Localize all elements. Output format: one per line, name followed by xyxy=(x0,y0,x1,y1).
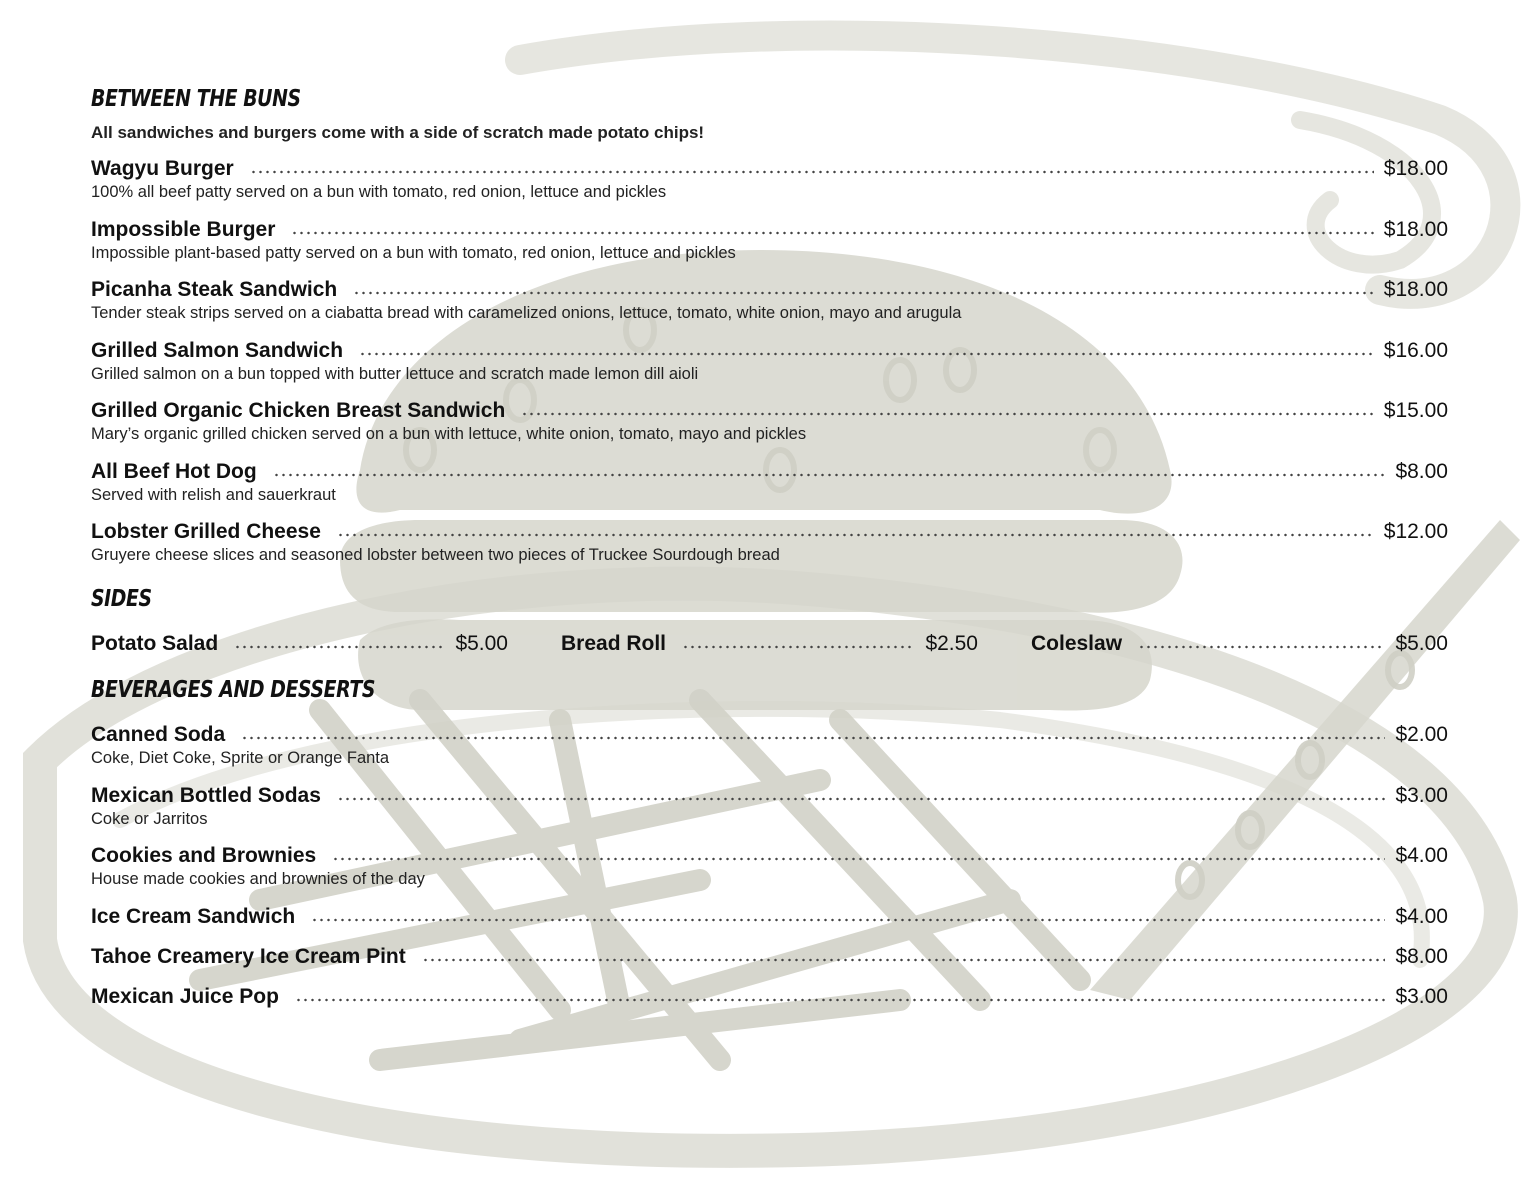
item-description: Tender steak strips served on a ciabatta bread with caramelized onions, lettuce, tomato, white onion, mayo and arugula xyxy=(91,304,962,322)
item-name: All Beef Hot Dog xyxy=(91,460,257,483)
item-description: Coke or Jarritos xyxy=(91,810,208,828)
section-title-between-the-buns: BETWEEN THE BUNS xyxy=(91,86,301,112)
item-price: $3.00 xyxy=(1395,985,1448,1008)
dot-leader xyxy=(250,169,1374,175)
dot-leader xyxy=(273,472,1386,478)
menu-item xyxy=(91,460,1448,505)
dot-leader xyxy=(337,796,1386,802)
dot-leader xyxy=(359,351,1374,357)
item-name: Impossible Burger xyxy=(91,218,276,241)
item-name: Cookies and Brownies xyxy=(91,844,317,867)
item-description: Impossible plant-based patty served on a bun with tomato, red onion, lettuce and pickles xyxy=(91,244,736,262)
item-price: $2.00 xyxy=(1395,723,1448,746)
menu-item xyxy=(91,784,1448,829)
item-price: $16.00 xyxy=(1383,339,1448,362)
section-note: All sandwiches and burgers come with a side of scratch made potato chips! xyxy=(91,123,705,142)
menu-item xyxy=(91,399,1448,444)
item-description: 100% all beef patty served on a bun with tomato, red onion, lettuce and pickles xyxy=(91,183,667,201)
dot-leader xyxy=(521,411,1373,417)
item-description: Served with relish and sauerkraut xyxy=(91,486,336,504)
item-name: Mexican Juice Pop xyxy=(91,985,279,1008)
dot-leader xyxy=(1138,644,1385,650)
item-description: Grilled salmon on a bun topped with butter lettuce and scratch made lemon dill aioli xyxy=(91,365,699,383)
dot-leader xyxy=(311,917,1385,923)
item-price: $18.00 xyxy=(1383,278,1448,301)
dot-leader xyxy=(337,532,1374,538)
menu-item xyxy=(91,218,1448,263)
dot-leader xyxy=(682,644,915,650)
item-name: Grilled Organic Chicken Breast Sandwich xyxy=(91,399,506,422)
dot-leader xyxy=(295,997,1386,1003)
side-item xyxy=(1031,632,1448,656)
item-price: $8.00 xyxy=(1395,945,1448,968)
section-title-sides: SIDES xyxy=(91,586,152,612)
item-price: $3.00 xyxy=(1395,784,1448,807)
item-price: $12.00 xyxy=(1383,520,1448,543)
item-name: Wagyu Burger xyxy=(91,157,234,180)
section-title-beverages-desserts: BEVERAGES AND DESSERTS xyxy=(91,677,376,703)
item-price: $4.00 xyxy=(1395,905,1448,928)
item-description: Mary’s organic grilled chicken served on a bun with lettuce, white onion, tomato, mayo and pickles xyxy=(91,425,807,443)
item-name: Picanha Steak Sandwich xyxy=(91,278,338,301)
item-name: Grilled Salmon Sandwich xyxy=(91,339,344,362)
item-price: $18.00 xyxy=(1383,218,1448,241)
dot-leader xyxy=(332,856,1385,862)
side-item xyxy=(561,632,978,656)
menu-item xyxy=(91,945,1448,969)
item-name: Potato Salad xyxy=(91,632,219,655)
item-price: $8.00 xyxy=(1395,460,1448,483)
item-price: $5.00 xyxy=(455,632,508,655)
item-price: $5.00 xyxy=(1395,632,1448,655)
item-name: Tahoe Creamery Ice Cream Pint xyxy=(91,945,406,968)
item-price: $4.00 xyxy=(1395,844,1448,867)
item-name: Canned Soda xyxy=(91,723,226,746)
item-price: $2.50 xyxy=(925,632,978,655)
menu-item xyxy=(91,905,1448,929)
item-name: Bread Roll xyxy=(561,632,667,655)
item-name: Lobster Grilled Cheese xyxy=(91,520,321,543)
item-price: $18.00 xyxy=(1383,157,1448,180)
menu-item xyxy=(91,157,1448,202)
dot-leader xyxy=(291,230,1373,236)
side-item xyxy=(91,632,508,656)
item-description: House made cookies and brownies of the day xyxy=(91,870,425,888)
menu-item xyxy=(91,844,1448,889)
menu-item xyxy=(91,985,1448,1009)
item-description: Coke, Diet Coke, Sprite or Orange Fanta xyxy=(91,749,390,767)
item-price: $15.00 xyxy=(1383,399,1448,422)
item-name: Coleslaw xyxy=(1031,632,1123,655)
dot-leader xyxy=(353,290,1374,296)
dot-leader xyxy=(241,735,1385,741)
menu-item xyxy=(91,520,1448,565)
menu-item xyxy=(91,723,1448,768)
dot-leader xyxy=(234,644,445,650)
item-description: Gruyere cheese slices and seasoned lobster between two pieces of Truckee Sourdough bread xyxy=(91,546,780,564)
menu-item xyxy=(91,278,1448,323)
item-name: Mexican Bottled Sodas xyxy=(91,784,321,807)
item-name: Ice Cream Sandwich xyxy=(91,905,296,928)
menu-item xyxy=(91,339,1448,384)
dot-leader xyxy=(422,957,1386,963)
